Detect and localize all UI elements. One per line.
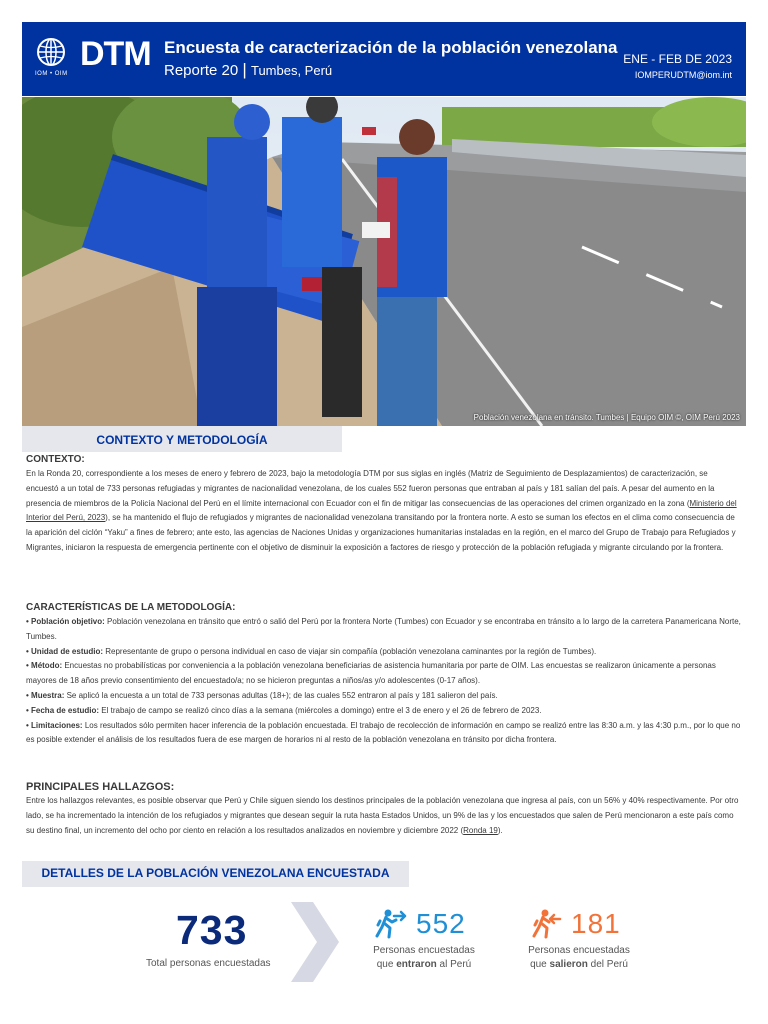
walking-person-arrow-out-icon xyxy=(529,909,563,939)
item-label: • Unidad de estudio: xyxy=(26,646,104,656)
ministerio-link[interactable]: Ministerio del Interior del Perú, 2023 xyxy=(26,498,737,523)
hallazgos-paragraph xyxy=(26,794,742,838)
metodologia-body xyxy=(26,601,742,748)
item-label: • Limitaciones: xyxy=(26,720,83,730)
metodologia-item-objetivo xyxy=(26,615,742,645)
photo-caption: Población venezolana en tránsito. Tumbes | Equipo OIM ©, OIM Perú 2023 xyxy=(473,413,740,422)
metodologia-item-limitaciones xyxy=(26,719,742,749)
contexto-body xyxy=(26,453,742,556)
ronda19-link[interactable]: Ronda 19 xyxy=(463,825,498,835)
salieron-label-line1: Personas encuestadas xyxy=(528,945,630,956)
iom-globe-logo-icon xyxy=(36,37,66,67)
report-number: Reporte 20 xyxy=(164,62,239,79)
total-encuestados-value: 733 xyxy=(176,907,248,953)
hallazgos-text-1: Entre los hallazgos relevantes, es posible observar que Perú y Chile siguen siendo los destinos principales de la población venezolana que ingresa al país, con un 56% y 40% respectivamente. Por otro lado, se ha incrementado la intención de los refugiados y migrantes que desean seguir la ruta hasta Estados Unidos, un 9% de las y los encuestados que salen de Perú mencionaron a este país como su destino final, un incremento del ocho por ciento en relación a los resultados analizados en noviembre y diciembre 2022 ( xyxy=(26,796,739,835)
dtm-brand: DTM xyxy=(80,35,151,73)
iom-logo-text: IOM • OIM xyxy=(35,71,68,77)
entraron-label-pre: que xyxy=(376,959,397,970)
report-title: Encuesta de caracterización de la población venezolana xyxy=(164,38,618,57)
entraron-label-bold: entraron xyxy=(396,959,437,970)
item-text: Población venezolana en tránsito que entró o salió del Perú por la frontera Norte (Tumbes) con Ecuador y se encontraba en tránsito a lo largo de la carretera Panamericana Norte, Tumbes. xyxy=(26,617,741,641)
metodologia-item-muestra xyxy=(26,689,742,704)
hallazgos-body xyxy=(26,780,742,838)
salieron-label xyxy=(521,944,637,972)
salieron-value: 181 xyxy=(571,908,621,939)
salieron-label-line2 xyxy=(521,958,637,972)
metodologia-label: CARACTERÍSTICAS DE LA METODOLOGÍA: xyxy=(26,602,236,613)
report-subtitle xyxy=(164,60,332,81)
cover-photo xyxy=(22,97,746,426)
item-label: • Fecha de estudio: xyxy=(26,705,100,715)
metodologia-item-unidad xyxy=(26,645,742,660)
salieron-label-bold: salieron xyxy=(549,959,588,970)
contexto-section-heading: CONTEXTO Y METODOLOGÍA xyxy=(22,426,342,452)
metodologia-item-fecha xyxy=(26,704,742,719)
walking-person-arrow-in-icon xyxy=(374,909,408,939)
entraron-value: 552 xyxy=(416,908,466,939)
contexto-paragraph xyxy=(26,467,742,556)
total-encuestados-label: Total personas encuestadas xyxy=(146,958,271,969)
salieron-label-post: del Perú xyxy=(587,959,628,970)
cover-photo-illustration xyxy=(22,97,746,426)
item-label: • Método: xyxy=(26,661,63,671)
subtitle-separator: | xyxy=(242,60,247,79)
entraron-stat xyxy=(374,908,466,940)
report-date: ENE - FEB DE 2023 xyxy=(623,52,732,66)
detalles-section-heading: DETALLES DE LA POBLACIÓN VENEZOLANA ENCUESTADA xyxy=(22,861,409,887)
contact-email[interactable]: IOMPERUDTM@iom.int xyxy=(634,70,732,80)
report-location: Tumbes, Perú xyxy=(250,63,333,78)
item-text: Se aplicó la encuesta a un total de 733 personas adultas (18+); de las cuales 552 entraron al país y 181 salieron del país. xyxy=(64,690,498,700)
item-text: El trabajo de campo se realizó cinco días a la semana (miércoles a domingo) entre el 3 de enero y el 26 de febrero de 2023. xyxy=(99,705,542,715)
entraron-label-post: al Perú xyxy=(436,959,472,970)
report-header xyxy=(22,22,746,96)
hallazgos-text-2: ). xyxy=(497,825,503,835)
salieron-stat xyxy=(529,908,621,940)
chevron-right-icon xyxy=(291,902,341,982)
item-text: Representante de grupo o persona individual en caso de viajar sin compañía (población venezolana caminantes por la región de Tumbes). xyxy=(103,646,597,656)
entraron-label-line1: Personas encuestadas xyxy=(373,945,475,956)
item-label: • Muestra: xyxy=(26,690,65,700)
contexto-label: CONTEXTO: xyxy=(26,454,85,465)
contexto-text-1: En la Ronda 20, correspondiente a los meses de enero y febrero de 2023, bajo la metodología DTM por sus siglas en inglés (Matriz de Seguimiento de Desplazamientos) de caracterización, se encuestó a un total de 733 personas refugiadas y migrantes de nacionalidad venezolana, de los cuales 552 fueron personas que entraban al país y 181 salían del país. A pesar del aumento en la presencia de miembros de la Policía Nacional del Perú en el límite internacional con Ecuador con el fin de mitigar las consecuencias de las operaciones del crimen organizado en la zona ( xyxy=(26,469,715,508)
hallazgos-label: PRINCIPALES HALLAZGOS: xyxy=(26,781,175,793)
metodologia-item-metodo xyxy=(26,659,742,689)
salieron-label-pre: que xyxy=(530,959,550,970)
contexto-text-2: ), se ha mantenido el flujo de refugiados y migrantes de nacionalidad venezolana transitando por la frontera norte. A esto se suman los efectos en el clima como consecuencia de la aparición del ciclón “Yaku” a fines de febrero; ante esto, las agencias de Naciones Unidas y organizaciones humanitarias instaladas en la región, en el marco del Grupo de Trabajo para Refugiados y Migrantes, iniciaron la respuesta de emergencia pertinente con el objetivo de disminuir la exposición a factores de riesgo y protección de la población refugiada y migrante circulando por la frontera. xyxy=(26,513,736,552)
entraron-label xyxy=(366,944,482,972)
item-label: • Población objetivo: xyxy=(26,617,105,626)
item-text: Encuestas no probabilísticas por conveniencia a la población venezolana beneficiarias de asistencia humanitaria por parte de OIM. Las encuestas se realizaron únicamente a personas mayores de 18 años previo consentimiento del encuestado/a; no se hicieron preguntas a niños/as y/o adolescentes (0-17 años). xyxy=(26,661,716,686)
item-text: Los resultados sólo permiten hacer inferencia de la población encuestada. El trabajo de recolección de información en campo se realizó entre las 8:30 a.m. y las 4:30 p.m., por lo que no es posible extender el análisis de los resultados fuera de ese margen de horarios ni al resto de la población venezolana en tránsito por dicha frontera. xyxy=(26,720,741,745)
entraron-label-line2 xyxy=(366,958,482,972)
